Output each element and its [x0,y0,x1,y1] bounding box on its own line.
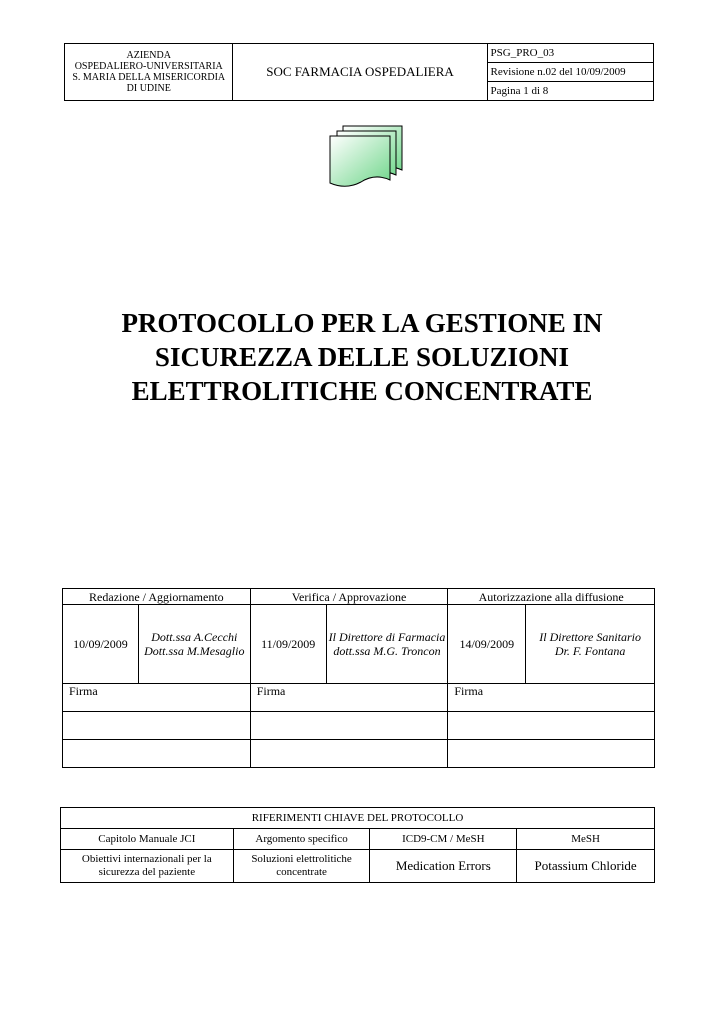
references-cell [61,850,234,883]
references-header: ICD9-CM / MeSH [370,829,517,850]
department-name: SOC FARMACIA OSPEDALIERA [233,44,487,101]
title-line: ELETTROLITICHE CONCENTRATE [131,376,593,406]
org-line: S. MARIA DELLA MISERICORDIA [72,72,226,83]
signature-field: Firma [448,684,655,712]
signature-space [448,740,655,768]
signatory-line: dott.ssa M.G. Troncon [333,644,441,658]
page-number: Pagina 1 di 8 [488,81,653,100]
cell-line: Obiettivi internazionali per la [81,853,212,865]
approval-signatory [526,605,655,684]
document-header [64,43,654,101]
signatory-line: Dott.ssa A.Cecchi [151,630,238,644]
title-line: SICUREZZA DELLE SOLUZIONI [154,342,570,372]
references-header: Capitolo Manuale JCI [61,829,234,850]
signature-space [63,740,251,768]
document-meta [487,44,653,101]
signatory-line: Il Direttore di Farmacia [328,630,446,644]
cell-line: sicurezza del paziente [98,866,196,878]
document-code: PSG_PRO_03 [490,47,555,59]
references-cell: Potassium Chloride [517,850,655,883]
approval-table [62,588,655,768]
approval-heading: Redazione / Aggiornamento [63,589,251,605]
signature-field: Firma [63,684,251,712]
document-title [60,306,664,408]
cell-line: Soluzioni elettrolitiche [251,853,352,865]
approval-date: 14/09/2009 [448,605,526,684]
signature-space [448,712,655,740]
org-line: DI UDINE [126,83,171,94]
signature-space [63,712,251,740]
revision-info: Revisione n.02 del 10/09/2009 [488,62,653,81]
approval-heading: Autorizzazione alla diffusione [448,589,655,605]
approval-signatory [138,605,250,684]
approval-date: 11/09/2009 [250,605,326,684]
references-title: RIFERIMENTI CHIAVE DEL PROTOCOLLO [61,808,655,829]
cell-line: concentrate [276,866,327,878]
signatory-line: Dott.ssa M.Mesaglio [144,644,245,658]
org-line: AZIENDA [126,50,171,61]
organization-name [65,44,233,101]
title-line: PROTOCOLLO PER LA GESTIONE IN [121,308,603,338]
approval-signatory [326,605,448,684]
references-header: Argomento specifico [233,829,370,850]
signatory-line: Il Direttore Sanitario [539,630,642,644]
stacked-documents-icon [329,125,403,187]
references-header: MeSH [517,829,655,850]
signature-space [250,712,448,740]
approval-date: 10/09/2009 [63,605,139,684]
signature-field: Firma [250,684,448,712]
references-cell: Medication Errors [370,850,517,883]
references-cell [233,850,370,883]
org-line: OSPEDALIERO-UNIVERSITARIA [74,61,223,72]
references-table [60,807,655,883]
approval-heading: Verifica / Approvazione [250,589,448,605]
signatory-line: Dr. F. Fontana [554,644,626,658]
signature-space [250,740,448,768]
